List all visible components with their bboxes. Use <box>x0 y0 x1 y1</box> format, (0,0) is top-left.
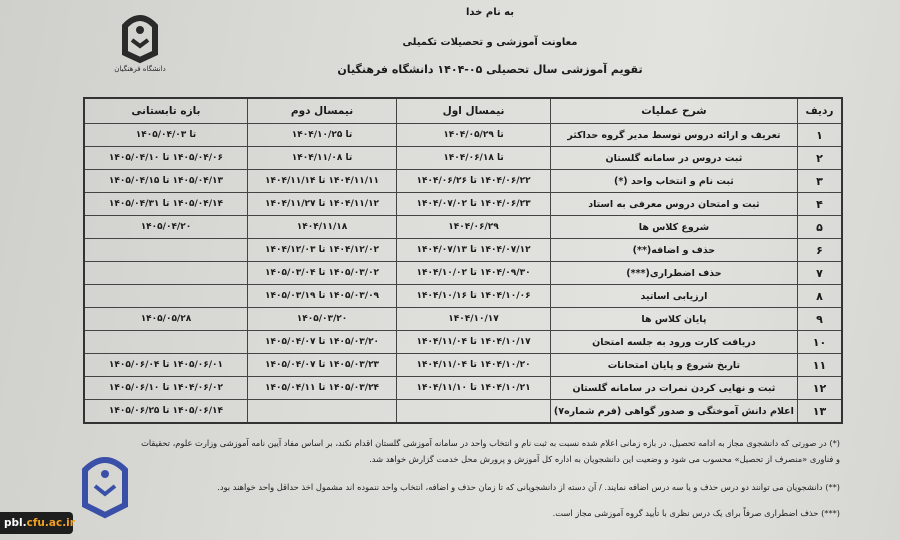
col-header-index: ردیف <box>797 98 842 124</box>
row-description: تعریف و ارائه دروس توسط مدیر گروه حداکثر <box>550 124 797 147</box>
col-header-semester-2: نیمسال دوم <box>247 98 396 124</box>
table-row <box>84 308 842 331</box>
table-row <box>84 147 842 170</box>
row-index: ۶ <box>797 239 842 262</box>
semester-2-date: ۱۴۰۴/۱۱/۱۸ <box>247 216 396 239</box>
row-description: تاریخ شروع و پایان امتحانات <box>550 354 797 377</box>
semester-2-date: ۱۴۰۵/۰۳/۲۳ تا ۱۴۰۵/۰۴/۰۷ <box>247 354 396 377</box>
footnote-2: (**) دانشجویان می توانند دو درس حذف و یا سه درس اضافه نمایند. / آن دسته از دانشجویانی که تا زمان حذف و اضافه، انتخاب واحد ننموده اند مشمول اخذ حداقل واحد خواهند بود. <box>217 482 840 492</box>
row-index: ۱۰ <box>797 331 842 354</box>
row-index: ۱۳ <box>797 400 842 424</box>
row-index: ۲ <box>797 147 842 170</box>
table-row <box>84 354 842 377</box>
semester-1-date: ۱۴۰۴/۰۶/۲۳ تا ۱۴۰۴/۰۷/۰۲ <box>397 193 551 216</box>
summer-date: ۱۴۰۵/۰۴/۰۶ تا ۱۴۰۵/۰۴/۱۰ <box>84 147 247 170</box>
university-logo-icon <box>105 8 175 73</box>
row-index: ۷ <box>797 262 842 285</box>
semester-2-date: تا ۱۴۰۴/۱۱/۰۸ <box>247 147 396 170</box>
semester-2-date: ۱۴۰۵/۰۳/۰۲ تا ۱۴۰۵/۰۳/۰۴ <box>247 262 396 285</box>
footnote-1: (*) در صورتی که دانشجوی مجاز به ادامه تحصیل، در بازه زمانی اعلام شده نسبت به ثبت نام و انتخاب واحد در سامانه آموزشی گلستان اقدام نکند، بر اساس مفاد آیین نامه آموزشی وزارت علوم، تحقیقات و فناوری «منصرف از تحصیل» محسوب می شود و وضعیت این دانشجویان به اداره کل آموزش و پرورش محل خدمت گزارش خواهد شد. <box>141 438 840 464</box>
semester-2-date: ۱۴۰۵/۰۳/۰۹ تا ۱۴۰۵/۰۳/۱۹ <box>247 285 396 308</box>
table-row <box>84 216 842 239</box>
semester-1-date: ۱۴۰۴/۱۰/۱۷ تا ۱۴۰۴/۱۱/۰۴ <box>397 331 551 354</box>
semester-1-date: ۱۴۰۴/۰۹/۳۰ تا ۱۴۰۴/۱۰/۰۲ <box>397 262 551 285</box>
summer-date: ۱۴۰۵/۰۵/۲۸ <box>84 308 247 331</box>
table-row <box>84 124 842 147</box>
row-description: حذف و اضافه(**) <box>550 239 797 262</box>
semester-2-date: ۱۴۰۵/۰۳/۲۰ <box>247 308 396 331</box>
semester-1-date: ۱۴۰۴/۰۷/۱۲ تا ۱۴۰۴/۰۷/۱۳ <box>397 239 551 262</box>
row-description: ثبت و نهایی کردن نمرات در سامانه گلستان <box>550 377 797 400</box>
summer-date <box>84 239 247 262</box>
row-index: ۵ <box>797 216 842 239</box>
table-row <box>84 193 842 216</box>
department-title: معاونت آموزشی و تحصیلات تکمیلی <box>402 37 578 48</box>
semester-1-date: ۱۴۰۴/۱۰/۲۱ تا ۱۴۰۴/۱۱/۱۰ <box>397 377 551 400</box>
col-header-description: شرح عملیات <box>550 98 797 124</box>
watermark-part1: pbl. <box>4 517 27 529</box>
semester-2-date: ۱۴۰۴/۱۱/۱۱ تا ۱۴۰۴/۱۱/۱۴ <box>247 170 396 193</box>
watermark-part2: cfu.ac.ir <box>26 517 75 529</box>
logo-text: دانشگاه فرهنگیان <box>114 65 166 73</box>
semester-1-date: ۱۴۰۴/۰۶/۲۲ تا ۱۴۰۴/۰۶/۲۶ <box>397 170 551 193</box>
table-row <box>84 331 842 354</box>
row-description: شروع کلاس ها <box>550 216 797 239</box>
semester-2-date <box>247 400 396 424</box>
university-stamp-logo-icon <box>70 450 140 535</box>
semester-1-date: ۱۴۰۴/۱۰/۲۰ تا ۱۴۰۴/۱۱/۰۴ <box>397 354 551 377</box>
table-row <box>84 377 842 400</box>
row-description: دریافت کارت ورود به جلسه امتحان <box>550 331 797 354</box>
row-index: ۱۱ <box>797 354 842 377</box>
row-description: ثبت دروس در سامانه گلستان <box>550 147 797 170</box>
col-header-summer: بازه تابستانی <box>84 98 247 124</box>
footnote-3: (***) حذف اضطراری صرفاً برای یک درس نظری با تأیید گروه آموزشی مجاز است. <box>552 508 840 518</box>
row-index: ۴ <box>797 193 842 216</box>
summer-date: ۱۴۰۵/۰۶/۱۴ تا ۱۴۰۵/۰۶/۲۵ <box>84 400 247 424</box>
row-index: ۹ <box>797 308 842 331</box>
row-description: اعلام دانش آموختگی و صدور گواهی (فرم شماره۷) <box>550 400 797 424</box>
summer-date: تا ۱۴۰۵/۰۴/۰۳ <box>84 124 247 147</box>
semester-1-date: ۱۴۰۴/۱۰/۰۶ تا ۱۴۰۴/۱۰/۱۶ <box>397 285 551 308</box>
page-title: تقویم آموزشی سال تحصیلی ۰۵-۱۴۰۴ دانشگاه فرهنگیان <box>337 63 643 76</box>
table-row <box>84 239 842 262</box>
semester-1-date: ۱۴۰۴/۱۰/۱۷ <box>397 308 551 331</box>
row-description: ثبت نام و انتخاب واحد (*) <box>550 170 797 193</box>
bismillah: به نام خدا <box>465 7 515 18</box>
summer-date: ۱۴۰۵/۰۴/۱۴ تا ۱۴۰۵/۰۴/۳۱ <box>84 193 247 216</box>
semester-2-date: تا ۱۴۰۴/۱۰/۲۵ <box>247 124 396 147</box>
row-description: حذف اضطراری(***) <box>550 262 797 285</box>
semester-1-date: ۱۴۰۴/۰۶/۲۹ <box>397 216 551 239</box>
table-row <box>84 400 842 424</box>
semester-1-date: تا ۱۴۰۴/۰۶/۱۸ <box>397 147 551 170</box>
row-index: ۱۲ <box>797 377 842 400</box>
row-description: پایان کلاس ها <box>550 308 797 331</box>
summer-date: ۱۴۰۴/۰۶/۰۲ تا ۱۴۰۵/۰۶/۱۰ <box>84 377 247 400</box>
summer-date: ۱۴۰۵/۰۴/۲۰ <box>84 216 247 239</box>
table-header-row <box>84 98 842 124</box>
summer-date <box>84 285 247 308</box>
watermark <box>0 512 73 534</box>
summer-date: ۱۴۰۵/۰۶/۰۱ تا ۱۴۰۵/۰۶/۰۴ <box>84 354 247 377</box>
table-row <box>84 285 842 308</box>
summer-date <box>84 262 247 285</box>
table-row <box>84 170 842 193</box>
semester-2-date: ۱۴۰۵/۰۳/۲۰ تا ۱۴۰۵/۰۴/۰۷ <box>247 331 396 354</box>
row-description: ارزیابی اساتید <box>550 285 797 308</box>
academic-calendar-table <box>83 97 843 424</box>
semester-1-date <box>397 400 551 424</box>
row-index: ۸ <box>797 285 842 308</box>
semester-2-date: ۱۴۰۴/۱۲/۰۲ تا ۱۴۰۴/۱۲/۰۳ <box>247 239 396 262</box>
row-index: ۱ <box>797 124 842 147</box>
summer-date <box>84 331 247 354</box>
table-row <box>84 262 842 285</box>
col-header-semester-1: نیمسال اول <box>397 98 551 124</box>
semester-2-date: ۱۴۰۴/۱۱/۱۲ تا ۱۴۰۴/۱۱/۲۷ <box>247 193 396 216</box>
summer-date: ۱۴۰۵/۰۴/۱۳ تا ۱۴۰۵/۰۴/۱۵ <box>84 170 247 193</box>
row-index: ۳ <box>797 170 842 193</box>
row-description: ثبت و امتحان دروس معرفی به استاد <box>550 193 797 216</box>
semester-1-date: تا ۱۴۰۴/۰۵/۲۹ <box>397 124 551 147</box>
semester-2-date: ۱۴۰۵/۰۳/۲۴ تا ۱۴۰۵/۰۴/۱۱ <box>247 377 396 400</box>
